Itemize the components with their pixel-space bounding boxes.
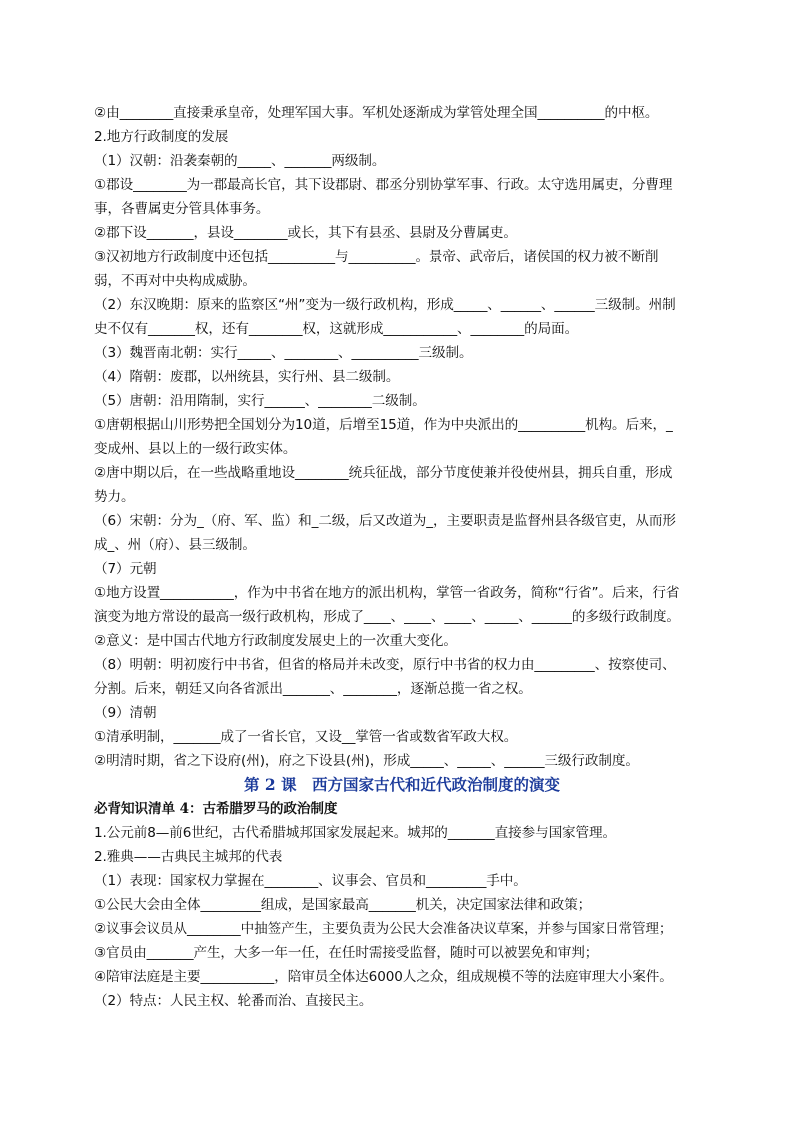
text-line: 2.雅典——古典民主城邦的代表 (94, 849, 283, 865)
text-line: 成_、州（府）、县三级制。 (94, 537, 256, 553)
text-line: 变成州、县以上的一级行政实体。 (94, 441, 297, 457)
text-line: ①清承明制，_______成了一省长官，又设__掌管一省或数省军政大权。 (94, 729, 518, 745)
text-line: （2）东汉晚期：原来的监察区“州”变为一级行政机构，形成_____、______、______三级制。州制 (94, 297, 676, 313)
text-line: 演变为地方常设的最高一级行政机构，形成了____、____、____、_____、______的多级行政制度。 (94, 609, 680, 625)
text-line: （5）唐朝：沿用隋制，实行______、________二级制。 (94, 393, 426, 409)
text-line: （4）隋朝：废郡，以州统县，实行州、县二级制。 (94, 369, 400, 385)
text-line: （8）明朝：明初废行中书省，但省的格局并未改变，原行中书省的权力由_________、按察使司、 (94, 657, 676, 673)
section-heading: 必背知识清单 4：古希腊罗马的政治制度 (94, 801, 338, 817)
text-line: （3）魏晋南北朝：实行_____、________、__________三级制。 (94, 345, 473, 361)
text-line: ①郡设________为一郡最高长官，其下设郡尉、郡丞分别协掌军事、行政。太守选用属吏，分曹理 (94, 177, 673, 193)
text-line: ①地方设置___________，作为中书省在地方的派出机构，掌管一省政务，简称“行省”。后来，行省 (94, 585, 680, 601)
text-line: ②唐中期以后，在一些战略重地设________统兵征战，部分节度使兼并役使州县，拥兵自重，形成 (94, 465, 673, 481)
text-line: ①唐朝根据山川形势把全国划分为10道，后增至15道，作为中央派出的__________机构。后来，_ (94, 417, 673, 433)
document-content (94, 101, 710, 1013)
text-line: ②议事会议员从________中抽签产生，主要负责为公民大会准备决议草案，并参与国家日常管理； (94, 921, 673, 937)
text-line: 事，各曹属吏分管具体事务。 (94, 201, 270, 217)
text-line: 分割。后来，朝廷又向各省派出_______、________，逐渐总揽一省之权。 (94, 681, 532, 697)
text-line: ②明清时期，省之下设府(州)，府之下设县(州)，形成_____、_____、______三级行政制度。 (94, 753, 639, 769)
text-line: （2）特点：人民主权、轮番而治、直接民主。 (94, 993, 373, 1009)
text-line: 2.地方行政制度的发展 (94, 129, 229, 145)
text-line: 1.公元前8—前6世纪，古代希腊城邦国家发展起来。城邦的_______直接参与国家管理。 (94, 825, 617, 841)
text-line: ①公民大会由全体_________组成，是国家最高_______机关，决定国家法律和政策； (94, 897, 592, 913)
text-line: ③官员由_______产生，大多一年一任，在任时需接受监督，随时可以被罢免和审判； (94, 945, 599, 961)
text-line: 弱，不再对中央构成威胁。 (94, 273, 256, 289)
text-line: （6）宋朝：分为_（府、军、监）和_二级，后又改道为_，主要职责是监督州县各级官吏，从而形 (94, 513, 676, 529)
text-line: 史不仅有_______权，还有________权，这就形成___________、________的局面。 (94, 321, 579, 337)
text-line: ④陪审法庭是主要___________，陪审员全体达6000人之众，组成规模不等的法庭审理大小案件。 (94, 969, 673, 985)
text-line: （7）元朝 (94, 561, 157, 577)
text-line: （1）汉朝：沿袭秦朝的_____、_______两级制。 (94, 153, 386, 169)
text-line: 势力。 (94, 489, 135, 505)
text-line: ②意义：是中国古代地方行政制度发展史上的一次重大变化。 (94, 633, 457, 649)
lesson-title: 第 2 课 西方国家古代和近代政治制度的演变 (243, 775, 561, 794)
text-line: ③汉初地方行政制度中还包括__________与__________。景帝、武帝后，诸侯国的权力被不断削 (94, 249, 659, 265)
text-line: ②由________直接秉承皇帝，处理军国大事。军机处逐渐成为掌管处理全国__________的中枢。 (94, 105, 659, 121)
text-line: ②郡下设_______，县设________或长，其下有县丞、县尉及分曹属吏。 (94, 225, 517, 241)
text-line: （1）表现：国家权力掌握在________、议事会、官员和_________手中。 (94, 873, 527, 889)
text-line: （9）清朝 (94, 705, 157, 721)
